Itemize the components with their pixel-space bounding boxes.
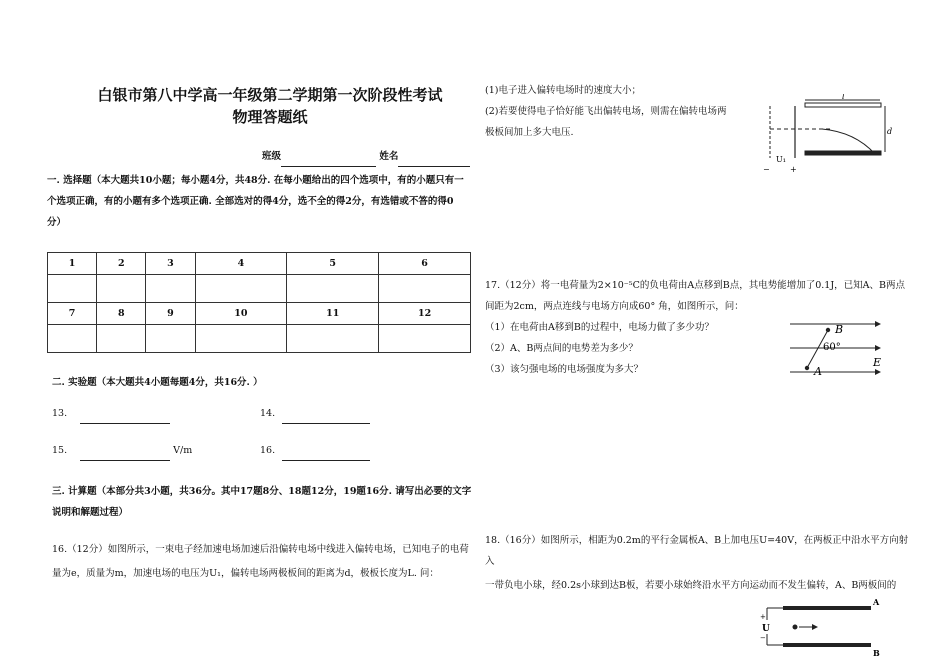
table-cell: 2 [97,253,146,275]
plus-sign: + [760,613,766,621]
table-cell: 6 [379,253,471,275]
table-cell: 8 [97,303,146,325]
u1-label: U₁ [776,155,786,164]
l-label: l [842,94,845,101]
answer-cell[interactable] [146,275,195,303]
e-label: E [873,356,882,369]
minus-sign: − [760,634,766,642]
q16-answer-field[interactable] [282,448,370,461]
d-label: d [887,127,893,136]
q16-subquestions: (1)电子进入偏转电场时的速度大小； (2)若要使得电子恰好能飞出偏转电场，则需在偏转电场两 极板间加上多大电压. [485,85,727,138]
point-b [826,328,830,332]
table-cell: 11 [287,303,379,325]
answer-cell[interactable] [379,325,471,353]
answer-cell[interactable] [287,275,379,303]
q14-row: 14. [260,403,370,424]
answer-cell[interactable] [97,275,146,303]
q13-row: 13. [52,403,170,424]
table-cell: 3 [146,253,195,275]
q16-text: 16.（12分）如图所示，一束电子经加速电场加速后沿偏转电场中线进入偏转电场，已知电子的电荷 量为e，质量为m，加速电场的电压为U₁，偏转电场两极板间的距离为d，极板长度为L. 问： [52,544,469,579]
plate-a [783,606,871,610]
table-cell: 7 [48,303,97,325]
q17-text: 17.（12分）将一电荷量为2×10⁻⁵C的负电荷由A点移到B点，其电势能增加了0.1J，已知A、B两点 间距为2cm，两点连线与电场方向成60° 角，如图所示，问： （1）在电荷由A移到B的过程中，电场力做了多少功？ （2）A、B两点间的电势差为多少？ （3）该匀强电场的电场强度为多大？ [485,280,905,375]
q15-answer-field[interactable] [80,448,170,461]
a-label: A [814,365,822,378]
q16-blank-row: 16. [260,440,370,461]
q18-text: 18.（16分）如图所示，相距为0.2m的平行金属板A、B上加电压U=40V，在两板正中沿水平方向射入 一带负电小球，经0.2s小球到达B板，若要小球始终沿水平方向运动而不发生偏转，A、B两板间的 [485,535,909,591]
answer-cell[interactable] [195,275,287,303]
answer-cell[interactable] [97,325,146,353]
answer-cell[interactable] [146,325,195,353]
plate-b-label: B [873,648,880,658]
upper-plate [805,103,881,107]
class-field[interactable] [281,154,376,167]
q17-figure [785,318,895,380]
q16-figure [760,94,895,174]
lower-plate [805,151,881,155]
table-cell: 10 [195,303,287,325]
q15-unit: V/m [173,445,193,456]
table-cell: 9 [146,303,195,325]
b-label: B [835,323,844,336]
name-field[interactable] [398,154,470,167]
point-a [805,366,809,370]
table-cell: 1 [48,253,97,275]
answer-table [47,252,471,353]
plus-sign: + [790,165,797,174]
plate-b [783,643,871,647]
class-name-row [262,146,470,167]
section-choice-instructions: 一. 选择题（本大题共10小题；每小题4分，共48分. 在每小题给出的四个选项中，有的小题只有一 个选项正确，有的小题有多个选项正确. 全部选对的得4分，选不全的得2分，有选错或不答的得0 分） [47,175,464,228]
electron-path [822,129,875,154]
angle-label: 60° [823,342,841,353]
answer-cell[interactable] [48,275,97,303]
answer-cell[interactable] [48,325,97,353]
minus-sign: − [763,165,770,174]
class-label: 班级 [262,151,282,162]
answer-cell[interactable] [287,325,379,353]
q14-answer-field[interactable] [282,411,370,424]
name-label: 姓名 [379,151,399,162]
table-cell: 5 [287,253,379,275]
section-calc-heading: 三. 计算题（本部分共3小题，共36分。其中17题8分、18题12分，19题16分. 请写出必要的文字 说明和解题过程） [52,486,472,518]
table-cell: 4 [195,253,287,275]
answer-cell[interactable] [379,275,471,303]
section-experiment-heading: 二. 实验题（本大题共4小题每题4分，共16分. ） [52,377,263,388]
q18-figure [745,592,885,662]
table-cell: 12 [379,303,471,325]
answer-cell[interactable] [195,325,287,353]
exam-subtitle: 物理答题纸 [232,108,308,126]
plate-a-label: A [873,597,880,607]
charged-ball [793,625,798,630]
q15-row: 15. V/m [52,440,192,461]
exam-title: 白银市第八中学高一年级第二学期第一次阶段性考试 [97,86,443,104]
q13-answer-field[interactable] [80,411,170,424]
u-label: U [762,624,770,634]
